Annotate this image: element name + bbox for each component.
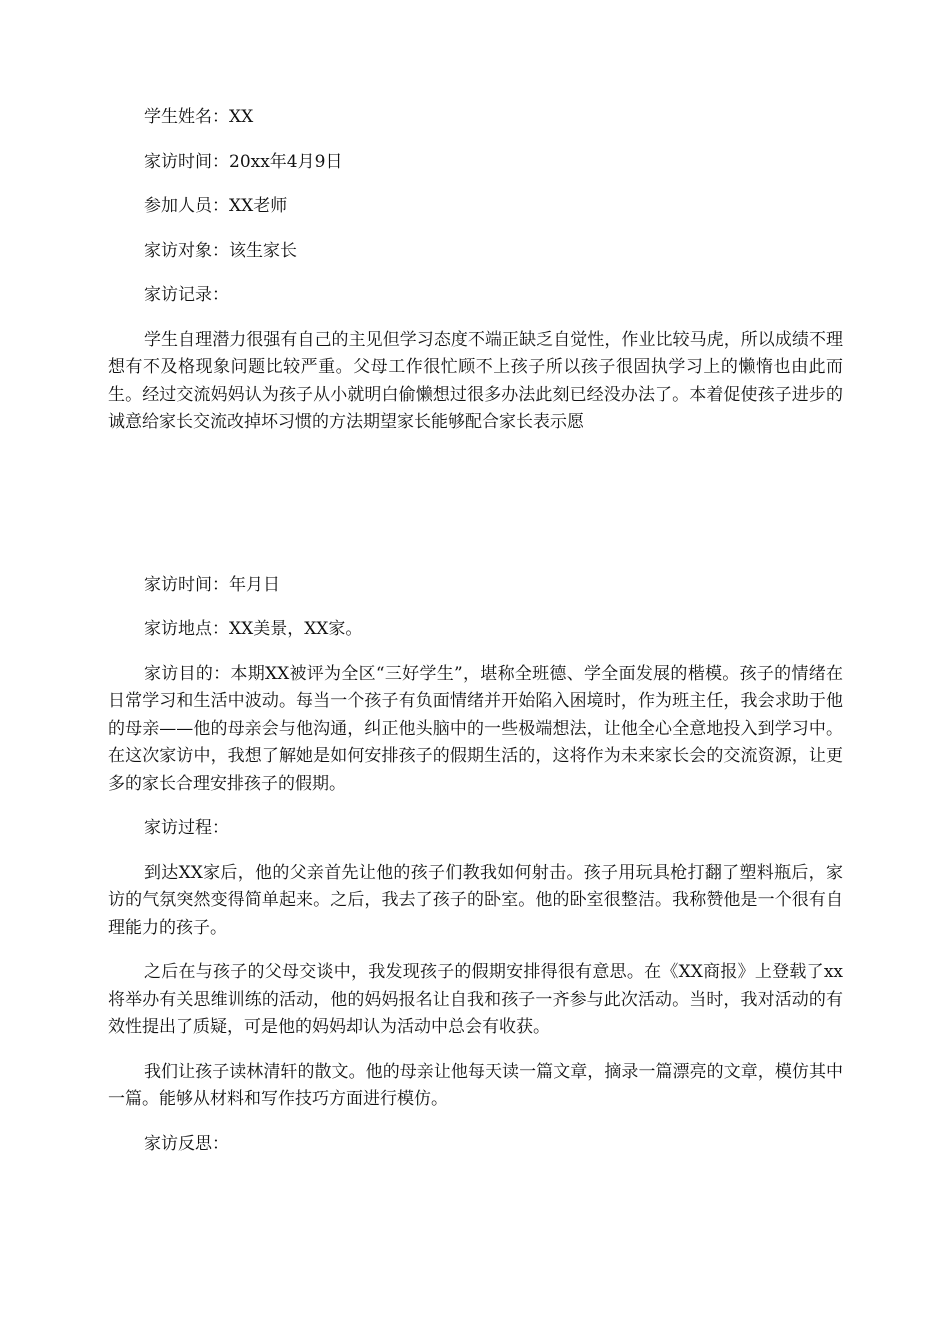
participants-line: 参加人员：XX老师 (144, 196, 288, 216)
document-body (108, 104, 843, 1175)
process-heading: 家访过程： (144, 818, 229, 838)
record-heading: 家访记录： (144, 285, 229, 305)
process-paragraph-3: 我们让孩子读林清轩的散文。他的母亲让他每天读一篇文章，摘录一篇漂亮的文章，模仿其中一篇。能够从材料和写作技巧方面进行模仿。 (108, 1061, 843, 1109)
visit-time-line: 家访时间：20xx年4月9日 (144, 151, 343, 172)
visit-purpose-paragraph: 家访目的：本期XX被评为全区“三好学生”，堪称全班德、学全面发展的楷模。孩子的情绪在日常学习和生活中波动。每当一个孩子有负面情绪并开始陷入困境时，作为班主任，我会求助于他的母亲——他的母亲会与他沟通，纠正他头脑中的一些极端想法，让他全心全意地投入到学习中。在这次家访中，我想了解她是如何安排孩子的假期生活的，这将作为未来家长会的交流资源，让更多的家长合理安排孩子的假期。 (108, 663, 843, 794)
record-body-paragraph: 学生自理潜力很强有自己的主见但学习态度不端正缺乏自觉性，作业比较马虎，所以成绩不理想有不及格现象问题比较严重。父母工作很忙顾不上孩子所以孩子很固执学习上的懒惰也由此而生。经过交流妈妈认为孩子从小就明白偷懒想过很多办法此刻已经没办法了。本着促使孩子进步的诚意给家长交流改掉坏习惯的方法期望家长能够配合家长表示愿 (108, 329, 843, 432)
process-paragraph-1: 到达XX家后，他的父亲首先让他的孩子们教我如何射击。孩子用玩具枪打翻了塑料瓶后，家访的气氛突然变得简单起来。之后，我去了孩子的卧室。他的卧室很整洁。我称赞他是一个很有自理能力的孩子。 (108, 862, 843, 938)
visit-target-line: 家访对象：该生家长 (144, 240, 297, 261)
process-paragraph-2: 之后在与孩子的父母交谈中，我发现孩子的假期安排得很有意思。在《XX商报》上登载了xx将举办有关思维训练的活动，他的妈妈报名让自我和孩子一齐参与此次活动。当时，我对活动的有效性提出了质疑，可是他的妈妈却认为活动中总会有收获。 (108, 962, 843, 1037)
reflection-heading: 家访反思： (144, 1133, 229, 1154)
student-name-line: 学生姓名：XX (144, 107, 254, 127)
visit-time-line-2: 家访时间：年月日 (144, 574, 280, 595)
section-spacer (108, 454, 843, 572)
visit-place-line: 家访地点：XX美景，XX家。 (144, 619, 363, 639)
